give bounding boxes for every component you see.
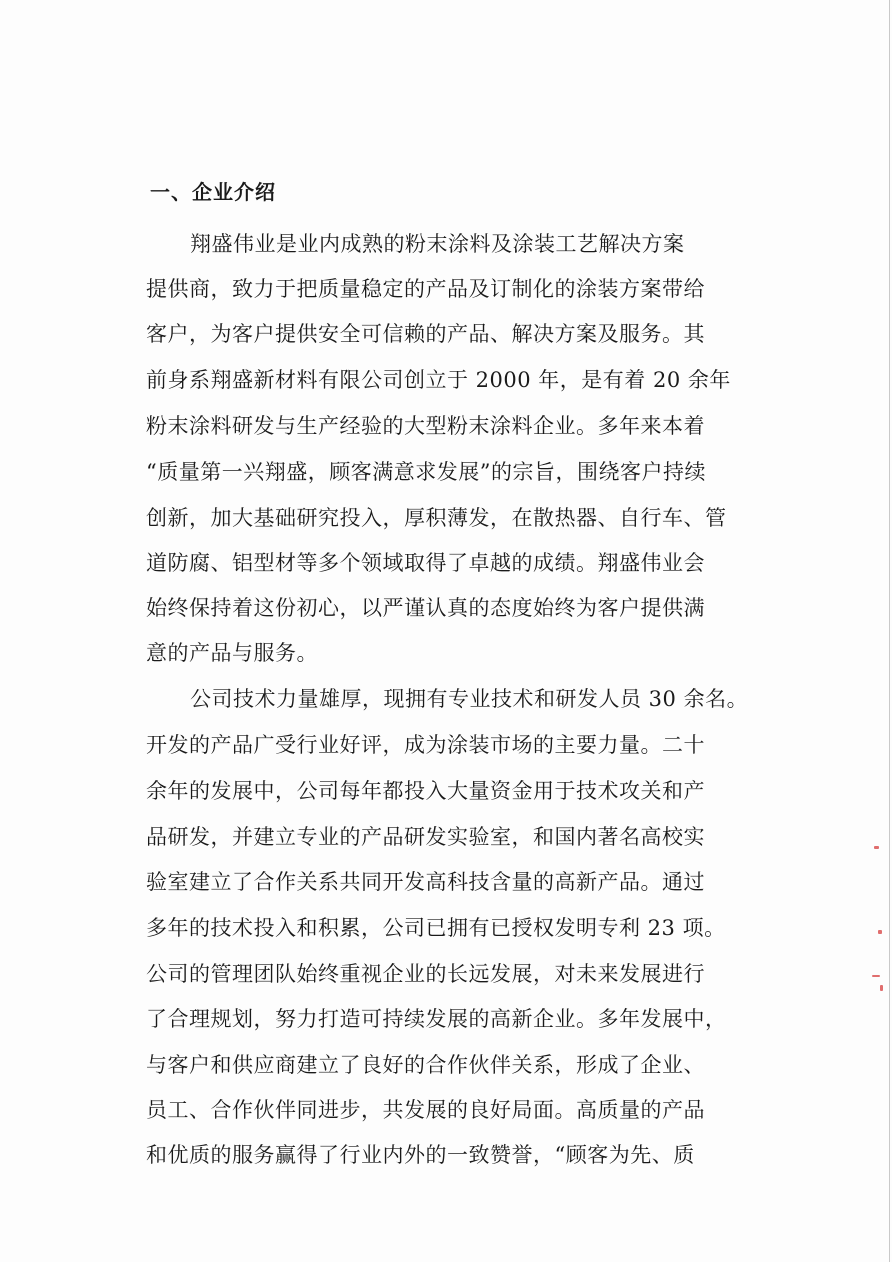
paragraph-2-line-2: 开发的产品广受行业好评，成为涂装市场的主要力量。二十: [146, 733, 705, 757]
paragraph-2-line-7: 公司的管理团队始终重视企业的长远发展，对未来发展进行: [146, 962, 705, 986]
paragraph-2-line-3: 余年的发展中，公司每年都投入大量资金用于技术攻关和产: [146, 779, 705, 803]
paragraph-2-line-11: 和优质的服务赢得了行业内外的一致赞誉，“顾客为先、质: [146, 1143, 695, 1167]
paragraph-1-line-1: 翔盛伟业是业内成熟的粉末涂料及涂装工艺解决方案: [190, 232, 685, 256]
paragraph-1-line-7: 创新，加大基础研究投入，厚积薄发，在散热器、自行车、管: [146, 506, 727, 530]
paragraph-2-line-6: 多年的技术投入和积累，公司已拥有已授权发明专利 23 项。: [146, 916, 726, 940]
paragraph-1-line-3: 客户，为客户提供安全可信赖的产品、解决方案及服务。其: [146, 322, 705, 346]
paragraph-1-line-2: 提供商，致力于把质量稳定的产品及订制化的涂装方案带给: [146, 277, 705, 301]
section-heading: 一、企业介绍: [150, 180, 276, 204]
stamp-bleed-mark: [880, 985, 883, 991]
paragraph-1-line-5: 粉末涂料研发与生产经验的大型粉末涂料企业。多年来本着: [146, 414, 705, 438]
paragraph-1-line-10: 意的产品与服务。: [146, 641, 318, 665]
scan-edge-line: [889, 0, 890, 1262]
stamp-bleed-mark: [878, 930, 882, 934]
paragraph-1-line-8: 道防腐、铝型材等多个领域取得了卓越的成绩。翔盛伟业会: [146, 551, 705, 575]
paragraph-2-line-8: 了合理规划，努力打造可持续发展的高新企业。多年发展中，: [146, 1007, 727, 1031]
paragraph-1-line-9: 始终保持着这份初心，以严谨认真的态度始终为客户提供满: [146, 596, 705, 620]
stamp-bleed-mark: [874, 846, 879, 849]
paragraph-2-line-5: 验室建立了合作关系共同开发高科技含量的高新产品。通过: [146, 870, 705, 894]
paragraph-1-line-6: “质量第一兴翔盛，顾客满意求发展”的宗旨，围绕客户持续: [146, 460, 706, 484]
paragraph-2-line-1: 公司技术力量雄厚，现拥有专业技术和研发人员 30 余名。: [190, 687, 749, 711]
paragraph-2-line-4: 品研发，并建立专业的产品研发实验室，和国内著名高校实: [146, 825, 705, 849]
paragraph-2-line-10: 员工、合作伙伴同进步，共发展的良好局面。高质量的产品: [146, 1098, 705, 1122]
paragraph-1-line-4: 前身系翔盛新材料有限公司创立于 2000 年，是有着 20 余年: [146, 368, 731, 392]
paragraph-2-line-9: 与客户和供应商建立了良好的合作伙伴关系，形成了企业、: [146, 1053, 705, 1077]
stamp-bleed-mark: [872, 975, 880, 977]
